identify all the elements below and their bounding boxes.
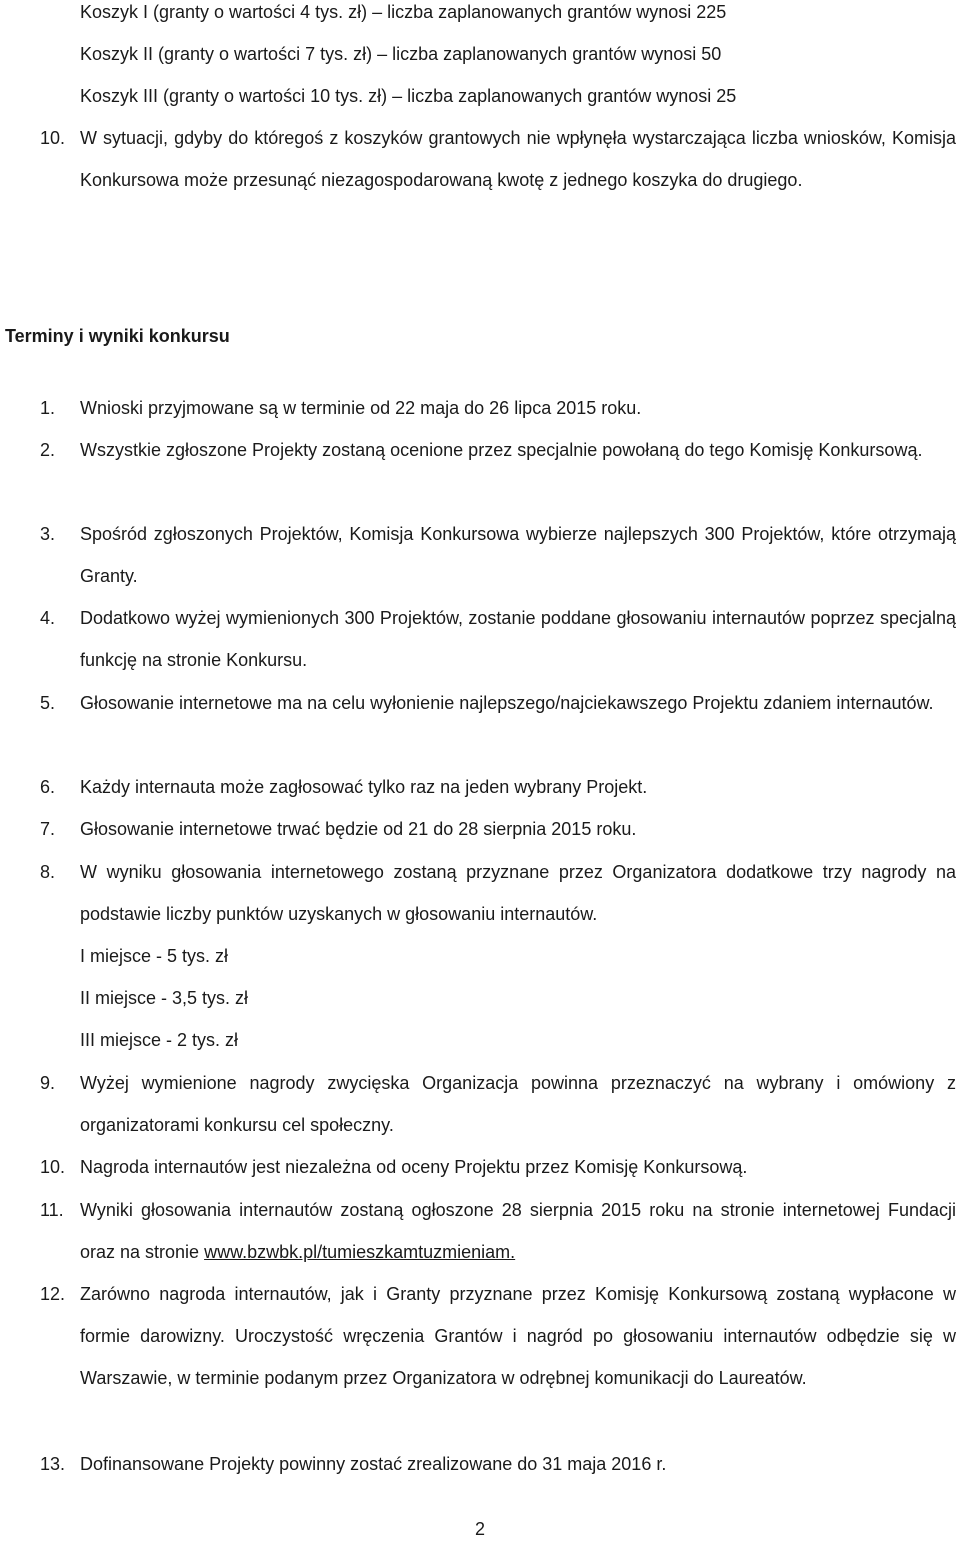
item-text: Głosowanie internetowe trwać będzie od 21 do 28 sierpnia 2015 roku. — [80, 819, 637, 839]
section-title: Terminy i wyniki konkursu — [5, 326, 230, 346]
prize-line: II miejsce - 3,5 tys. zł — [80, 988, 249, 1008]
item-number: 13. — [40, 1454, 66, 1474]
basket-line-2: Koszyk II (granty o wartości 7 tys. zł) – liczba zaplanowanych grantów wynosi 50 — [80, 44, 722, 64]
item-number: 12. — [40, 1284, 66, 1304]
item-number: 6. — [40, 777, 56, 797]
item-text: Każdy internauta może zagłosować tylko raz na jeden wybrany Projekt. — [80, 777, 648, 797]
item-number: 8. — [40, 862, 56, 882]
item-number: 2. — [40, 440, 56, 460]
basket-line-1: Koszyk I (granty o wartości 4 tys. zł) – liczba zaplanowanych grantów wynosi 225 — [80, 2, 727, 22]
item-text: Wyniki głosowania internautów zostaną ogłoszone 28 sierpnia 2015 roku na stronie internetowej Fundacji oraz na stronie — [80, 1200, 956, 1262]
item-number: 5. — [40, 693, 56, 713]
item-text: Głosowanie internetowe ma na celu wyłonienie najlepszego/najciekawszego Projektu zdaniem internautów. — [80, 693, 934, 713]
item-text: Zarówno nagroda internautów, jak i Granty przyznane przez Komisję Konkursową zostaną wypłacone w formie darowizny. Uroczystość wręczenia Grantów i nagród po głosowaniu internautów odbędzie się w Warszawie, w terminie podanym przez Organizatora w odrębnej komunikacji do Laureatów. — [80, 1284, 956, 1388]
prize-line: III miejsce - 2 tys. zł — [80, 1030, 239, 1050]
item-text: Wnioski przyjmowane są w terminie od 22 maja do 26 lipca 2015 roku. — [80, 398, 642, 418]
item-text: Dofinansowane Projekty powinny zostać zrealizowane do 31 maja 2016 r. — [80, 1454, 667, 1474]
item-10-text: W sytuacji, gdyby do któregoś z koszyków grantowych nie wpłynęła wystarczająca liczba wniosków, Komisja Konkursowa może przesunąć niezagospodarowaną kwotę z jednego koszyka do drugiego. — [80, 128, 956, 190]
item-text: W wyniku głosowania internetowego zostaną przyznane przez Organizatora dodatkowe trzy nagrody na podstawie liczby punktów uzyskanych w głosowaniu internautów. — [80, 862, 956, 924]
item-number: 7. — [40, 819, 56, 839]
item-text: Spośród zgłoszonych Projektów, Komisja Konkursowa wybierze najlepszych 300 Projektów, które otrzymają Granty. — [80, 524, 956, 586]
item-text: Nagroda internautów jest niezależna od oceny Projektu przez Komisję Konkursową. — [80, 1157, 748, 1177]
item-text: Wyżej wymienione nagrody zwycięska Organizacja powinna przeznaczyć na wybrany i omówiony z organizatorami konkursu cel społeczny. — [80, 1073, 956, 1135]
item-number: 1. — [40, 398, 56, 418]
prize-line: I miejsce - 5 tys. zł — [80, 946, 229, 966]
item-number: 10. — [40, 1157, 66, 1177]
item-text-with-link — [80, 1189, 956, 1273]
item-number: 4. — [40, 608, 56, 628]
item-number: 11. — [40, 1200, 64, 1220]
item-number: 3. — [40, 524, 56, 544]
item-text: Wszystkie zgłoszone Projekty zostaną ocenione przez specjalnie powołaną do tego Komisję Konkursową. — [80, 440, 923, 460]
basket-line-3: Koszyk III (granty o wartości 10 tys. zł) – liczba zaplanowanych grantów wynosi 25 — [80, 86, 737, 106]
item-text: Dodatkowo wyżej wymienionych 300 Projektów, zostanie poddane głosowaniu internautów poprzez specjalną funkcję na stronie Konkursu. — [80, 608, 956, 670]
page-number: 2 — [474, 1519, 485, 1539]
website-link[interactable]: www.bzwbk.pl/tumieszkamtuzmieniam. — [204, 1242, 516, 1262]
item-10-number: 10. — [40, 128, 66, 148]
item-number: 9. — [40, 1073, 56, 1093]
